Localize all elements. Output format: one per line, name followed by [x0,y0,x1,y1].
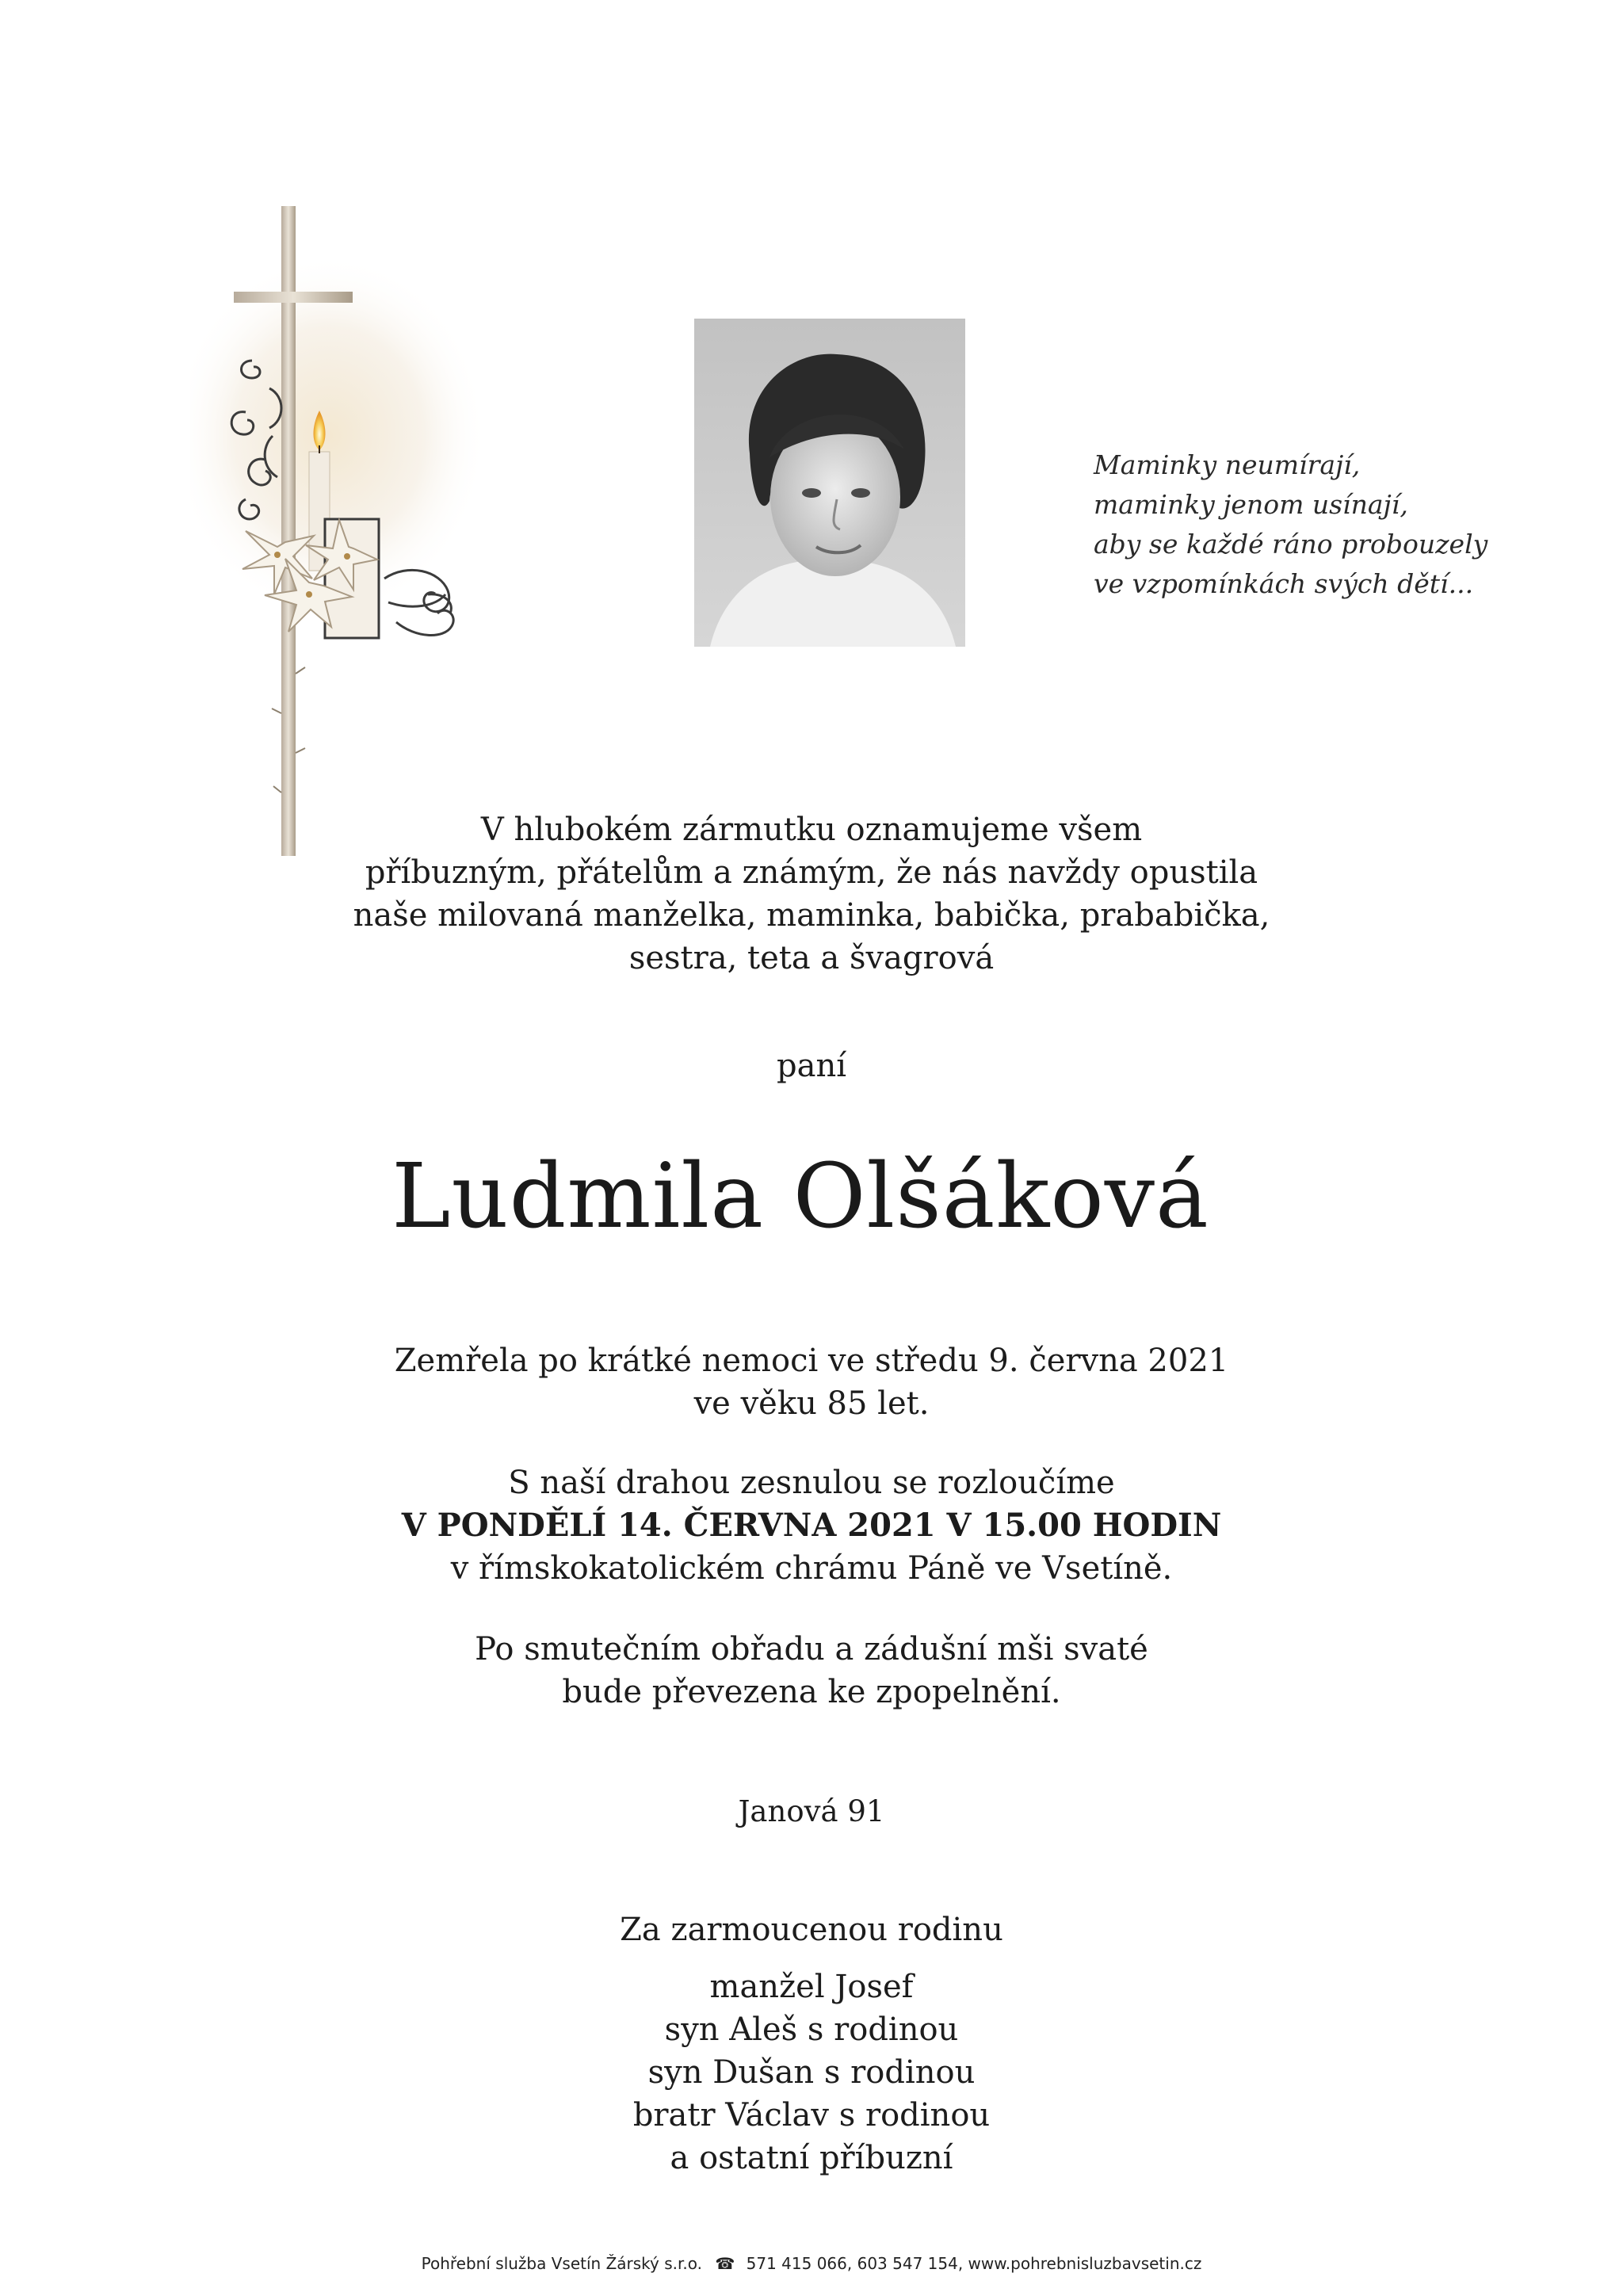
ceremony-line: Po smutečním obřadu a zádušní mši svaté [475,1631,1148,1668]
farewell-intro: S naší drahou zesnulou se rozloučíme [508,1465,1115,1501]
death-notice [0,1339,1623,1425]
ceremony-line: bude převezena ke zpopelnění. [562,1674,1061,1710]
family-member: manžel Josef [709,1969,914,2005]
deceased-name [0,1143,1612,1251]
poem-line: aby se každé ráno probouzely [1094,529,1488,560]
footer-company: Pohřební služba Vsetín Žárský s.r.o. [421,2254,702,2273]
death-line: ve věku 85 let. [693,1385,930,1422]
honorific [0,1045,1623,1087]
family-heading: Za zarmoucenou rodinu [620,1912,1003,1948]
family-gap [0,1951,1623,1966]
footer-phones: 571 415 066, 603 547 154, [746,2254,964,2273]
farewell-place: v římskokatolickém chrámu Páně ve Vsetíně. [450,1550,1173,1587]
funeral-service-footer [0,2252,1623,2275]
cross-candle-lily-decoration [190,198,507,864]
footer-website: www.pohrebnisluzbavsetin.cz [968,2254,1202,2273]
address [0,1790,1623,1833]
announcement-line: naše milovaná manželka, maminka, babička, prababička, [353,897,1270,934]
deceased-name-text: Ludmila Olšáková [391,1145,1209,1248]
ceremony-notice [0,1628,1623,1713]
announcement-line: sestra, teta a švagrová [628,940,995,976]
family-member: bratr Václav s rodinou [632,2097,991,2134]
death-line: Zemřela po krátké nemoci ve středu 9. června 2021 [394,1343,1229,1379]
telephone-icon: ☎ [715,2254,735,2273]
family-member: syn Dušan s rodinou [647,2054,976,2091]
portrait-photo [694,319,965,647]
family-list [0,1908,1623,2179]
honorific-text: paní [776,1048,846,1084]
memorial-poem [1094,445,1537,604]
address-text: Janová 91 [738,1794,885,1828]
announcement-line: příbuzným, přátelům a známým, že nás navždy opustila [365,854,1258,891]
farewell-datetime: V PONDĚLÍ 14. ČERVNA 2021 V 15.00 HODIN [401,1507,1222,1544]
family-member: a ostatní příbuzní [670,2140,953,2176]
announcement-line: V hlubokém zármutku oznamujeme všem [480,812,1143,848]
announcement-text [0,808,1623,980]
poem-line: ve vzpomínkách svých dětí... [1094,568,1474,599]
family-member: syn Aleš s rodinou [664,2011,959,2048]
poem-line: maminky jenom usínají, [1094,489,1408,520]
farewell-notice [0,1461,1623,1590]
poem-line: Maminky neumírají, [1094,449,1361,480]
